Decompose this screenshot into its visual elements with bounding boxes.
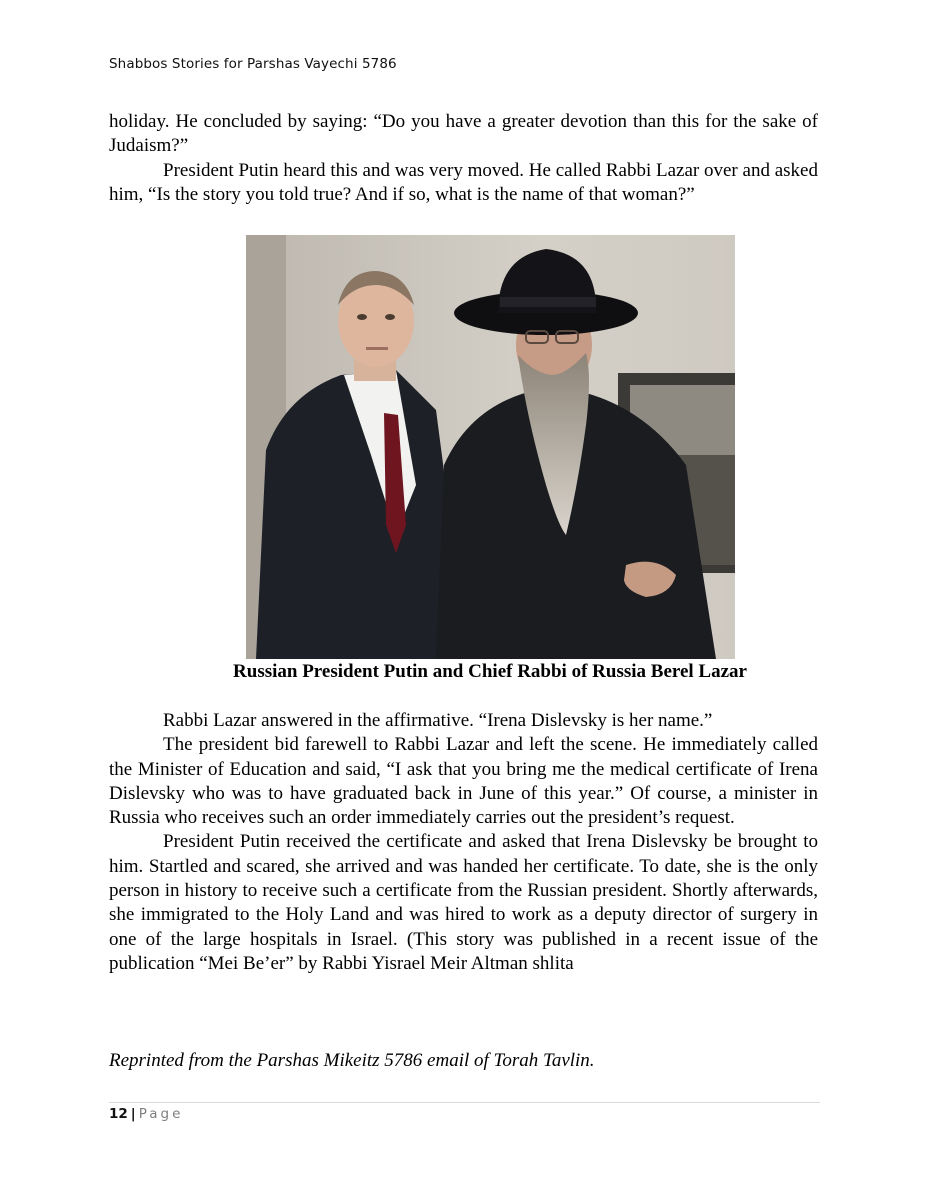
article-text-top	[109, 110, 818, 207]
article-text-bottom	[109, 709, 818, 976]
source-note: Reprinted from the Parshas Mikeitz 5786 email of Torah Tavlin.	[109, 1050, 595, 1071]
paragraph-continued: holiday. He concluded by saying: “Do you have a greater devotion than this for the sake of Judaism?”	[109, 111, 818, 157]
paragraph: President Putin heard this and was very moved. He called Rabbi Lazar over and asked him, “Is the story you told true? And if so, what is the name of that woman?”	[109, 159, 818, 205]
paragraph: President Putin received the certificate and asked that Irena Dislevsky be brought to him. Startled and scared, she arrived and was handed her certificate. To date, she is the only person in history to receive such a certificate from the Russian president. Shortly afterwards, she immigrated to the Holy Land and was hired to work as a deputy director of surgery in one of the large hospitals in Israel. (This story was published in a recent issue of the publication “Mei Be’er” by Rabbi Yisrael Meir Altman shlita	[109, 831, 818, 974]
photo-putin-and-rabbi-lazar	[246, 235, 735, 659]
paragraph: Rabbi Lazar answered in the affirmative. “Irena Dislevsky is her name.”	[163, 710, 713, 731]
page-label: Page	[138, 1106, 184, 1122]
page-number: 12	[109, 1106, 128, 1122]
footer-divider	[109, 1102, 820, 1103]
paragraph: The president bid farewell to Rabbi Lazar and left the scene. He immediately called the Minister of Education and said, “I ask that you bring me the medical certificate of Irena Dislevsky who was to have graduated back in June of this year.” Of course, a minister in Russia who receives such an order immediately carries out the president’s request.	[109, 734, 818, 829]
footer-separator: |	[130, 1106, 136, 1122]
page-footer	[109, 1106, 183, 1122]
running-header: Shabbos Stories for Parshas Vayechi 5786	[109, 56, 397, 72]
photo-caption: Russian President Putin and Chief Rabbi of Russia Berel Lazar	[233, 661, 747, 682]
